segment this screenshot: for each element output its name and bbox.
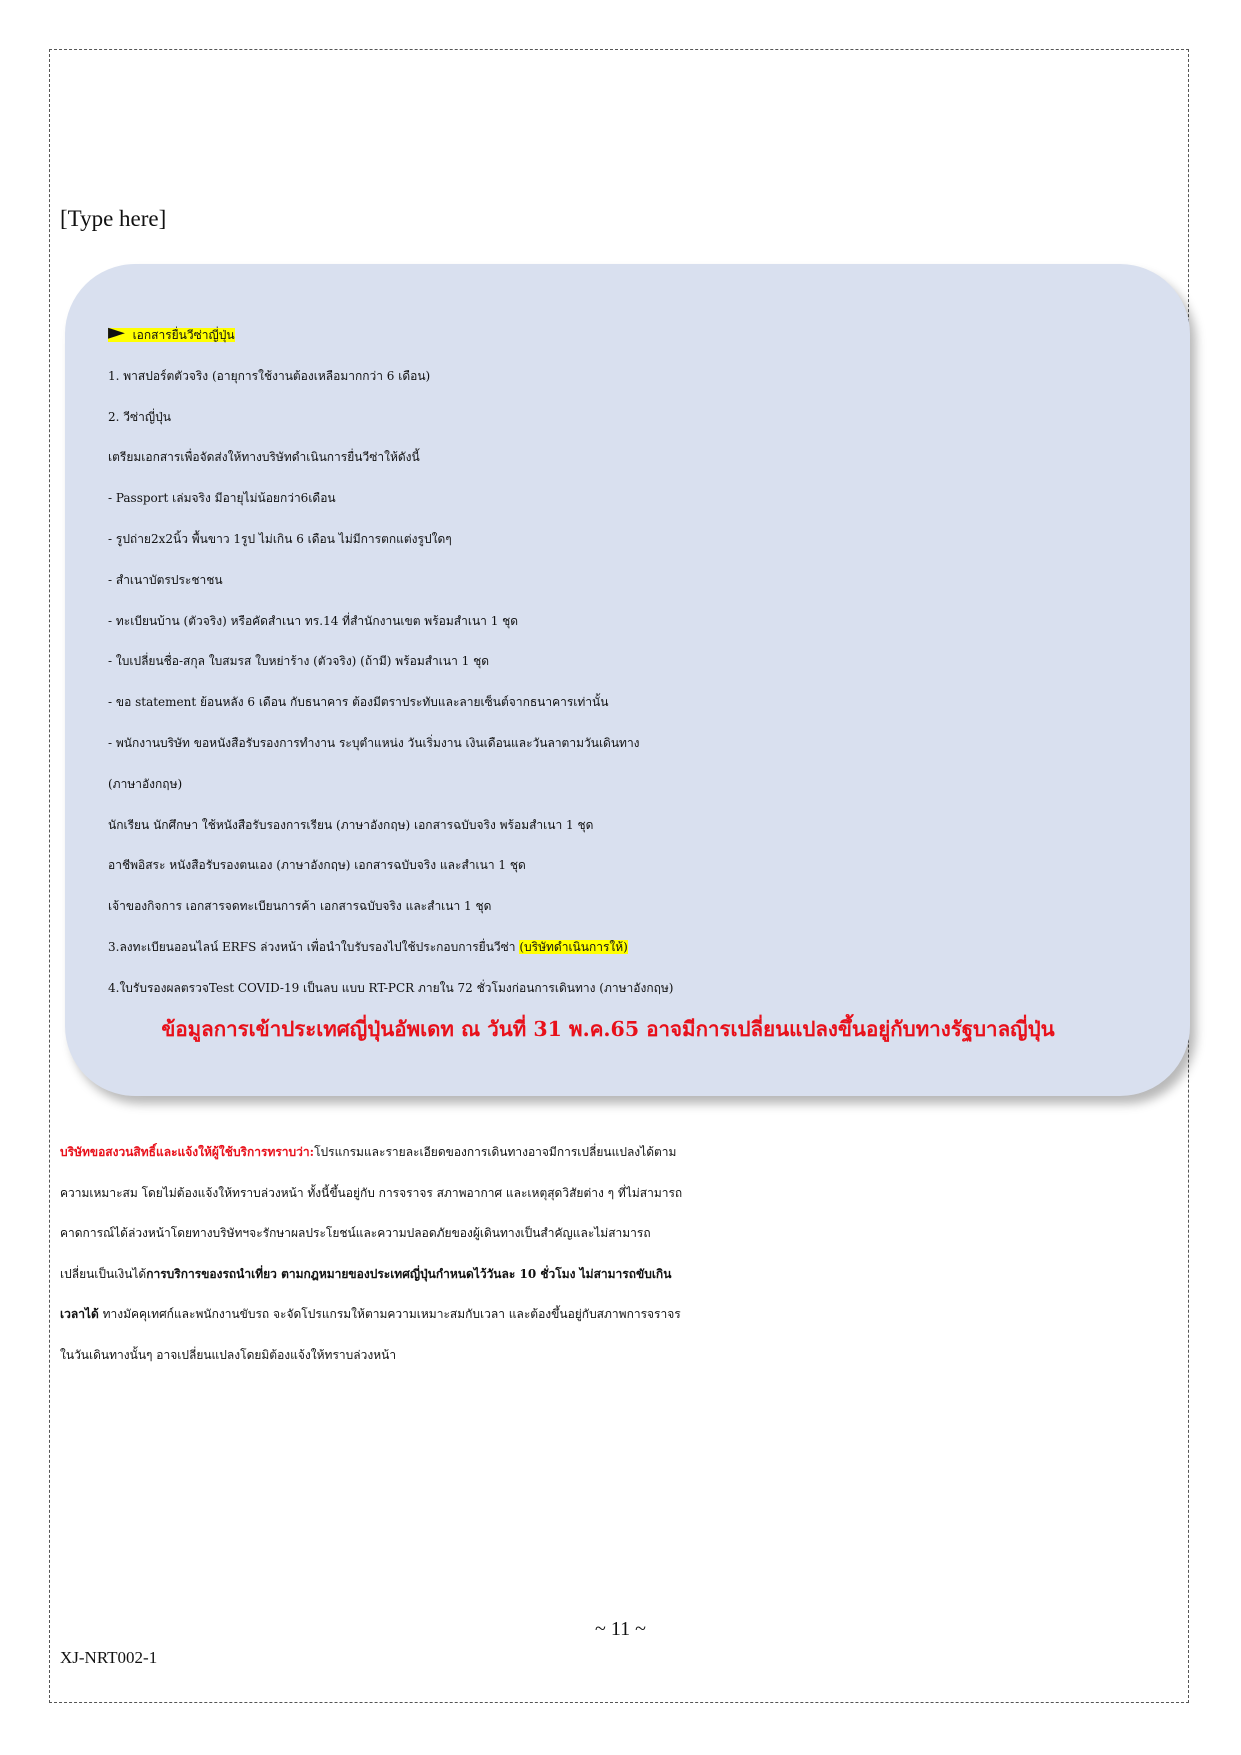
terms-text: ทางมัคคุเทศก์และพนักงานขับรถ จะจัดโปรแกรมให้ตามความเหมาะสมกับเวลา และต้องขึ้นอยู่กับสภาพการจราจร bbox=[98, 1307, 681, 1322]
visa-info-content bbox=[108, 313, 1168, 1049]
info-line: เตรียมเอกสารเพื่อจัดส่งให้ทางบริษัทดำเนินการยื่นวีซ่าให้ดังนี้ bbox=[108, 450, 420, 465]
terms-line: คาดการณ์ได้ล่วงหน้าโดยทางบริษัทฯจะรักษาผลประโยชน์และความปลอดภัยของผู้เดินทางเป็นสำคัญและไม่สามารถ bbox=[60, 1226, 651, 1241]
info-line: 1. พาสปอร์ตตัวจริง (อายุการใช้งานต้องเหลือมากกว่า 6 เดือน) bbox=[108, 368, 431, 383]
update-notice: ข้อมูลการเข้าประเทศญี่ปุ่นอัพเดท ณ วันที่ 31 พ.ค.65 อาจมีการเปลี่ยนแปลงขึ้นอยู่กับทางรัฐบาลญี่ปุ่น bbox=[161, 1016, 1055, 1041]
terms-paragraph bbox=[60, 1132, 1180, 1376]
info-line: - ขอ statement ย้อนหลัง 6 เดือน กับธนาคาร ต้องมีตราประทับและลายเซ็นต์จากธนาคารเท่านั้น bbox=[108, 695, 609, 710]
info-line: - พนักงานบริษัท ขอหนังสือรับรองการทำงาน ระบุตำแหน่ง วันเริ่มงาน เงินเดือนและวันลาตามวันเดินทาง bbox=[108, 735, 640, 750]
terms-line bbox=[60, 1254, 1180, 1295]
terms-line bbox=[60, 1294, 1180, 1335]
covid-line: 4.ใบรับรองผลตรวจTest COVID-19 เป็นลบ แบบ RT-PCR ภายใน 72 ชั่วโมงก่อนการเดินทาง (ภาษาอังกฤษ) bbox=[108, 980, 674, 995]
document-code: XJ-NRT002-1 bbox=[60, 1648, 158, 1667]
page-number: ~ 11 ~ bbox=[595, 1618, 646, 1640]
info-line: อาชีพอิสระ หนังสือรับรองตนเอง (ภาษาอังกฤษ) เอกสารฉบับจริง และสำเนา 1 ชุด bbox=[108, 858, 526, 873]
info-line: - สำเนาบัตรประชาชน bbox=[108, 572, 223, 587]
visa-docs-title bbox=[108, 313, 1168, 356]
info-line: นักเรียน นักศึกษา ใช้หนังสือรับรองการเรียน (ภาษาอังกฤษ) เอกสารฉบับจริง พร้อมสำเนา 1 ชุด bbox=[108, 817, 594, 832]
info-line: เจ้าของกิจการ เอกสารจดทะเบียนการค้า เอกสารฉบับจริง และสำเนา 1 ชุด bbox=[108, 899, 492, 914]
terms-line: ในวันเดินทางนั้นๆ อาจเปลี่ยนแปลงโดยมิต้องแจ้งให้ทราบล่วงหน้า bbox=[60, 1347, 397, 1362]
info-line: - รูปถ่าย2x2นิ้ว พื้นขาว 1รูป ไม่เกิน 6 เดือน ไม่มีการตกแต่งรูปใดๆ bbox=[108, 531, 452, 546]
info-line: 2. วีซ่าญี่ปุ่น bbox=[108, 409, 171, 424]
terms-heading: บริษัทขอสงวนสิทธิ์และแจ้งให้ผู้ใช้บริการทราบว่า: bbox=[60, 1145, 315, 1159]
info-line: - ใบเปลี่ยนชื่อ-สกุล ใบสมรส ใบหย่าร้าง (ตัวจริง) (ถ้ามี) พร้อมสำเนา 1 ชุด bbox=[108, 654, 490, 669]
terms-bold-text: การบริการของรถนำเที่ยว ตามกฎหมายของประเทศญี่ปุ่นกำหนดไว้วันละ 10 ชั่วโมง ไม่สามารถขับเกิน bbox=[146, 1266, 672, 1281]
terms-text: โปรแกรมและรายละเอียดของการเดินทางอาจมีการเปลี่ยนแปลงได้ตาม bbox=[314, 1145, 677, 1159]
right-pointer-icon: ► bbox=[108, 320, 125, 345]
terms-text: เปลี่ยนเป็นเงินได้ bbox=[60, 1266, 147, 1281]
terms-line: ความเหมาะสม โดยไม่ต้องแจ้งให้ทราบล่วงหน้า ทั้งนี้ขึ้นอยู่กับ การจราจร สภาพอากาศ และเหตุสุดวิสัยต่าง ๆ ที่ไม่สามารถ bbox=[60, 1185, 683, 1200]
info-line: (ภาษาอังกฤษ) bbox=[108, 776, 183, 791]
erfs-line bbox=[108, 927, 1168, 968]
header-placeholder: [Type here] bbox=[60, 206, 167, 231]
erfs-text: 3.ลงทะเบียนออนไลน์ ERFS ล่วงหน้า เพื่อนำใบรับรองไปใช้ประกอบการยื่นวีซ่า bbox=[108, 939, 520, 954]
title-highlight bbox=[108, 320, 235, 345]
info-line: - Passport เล่มจริง มีอายุไม่น้อยกว่า6เดือน bbox=[108, 491, 336, 506]
info-line: - ทะเบียนบ้าน (ตัวจริง) หรือคัดสำเนา ทร.14 ที่สำนักงานเขต พร้อมสำเนา 1 ชุด bbox=[108, 613, 519, 628]
title-text: เอกสารยื่นวีซ่าญี่ปุ่น bbox=[132, 328, 235, 342]
erfs-highlight: (บริษัทดำเนินการให้) bbox=[519, 939, 628, 954]
terms-bold-text: เวลาได้ bbox=[60, 1307, 99, 1322]
terms-line bbox=[60, 1132, 1180, 1173]
